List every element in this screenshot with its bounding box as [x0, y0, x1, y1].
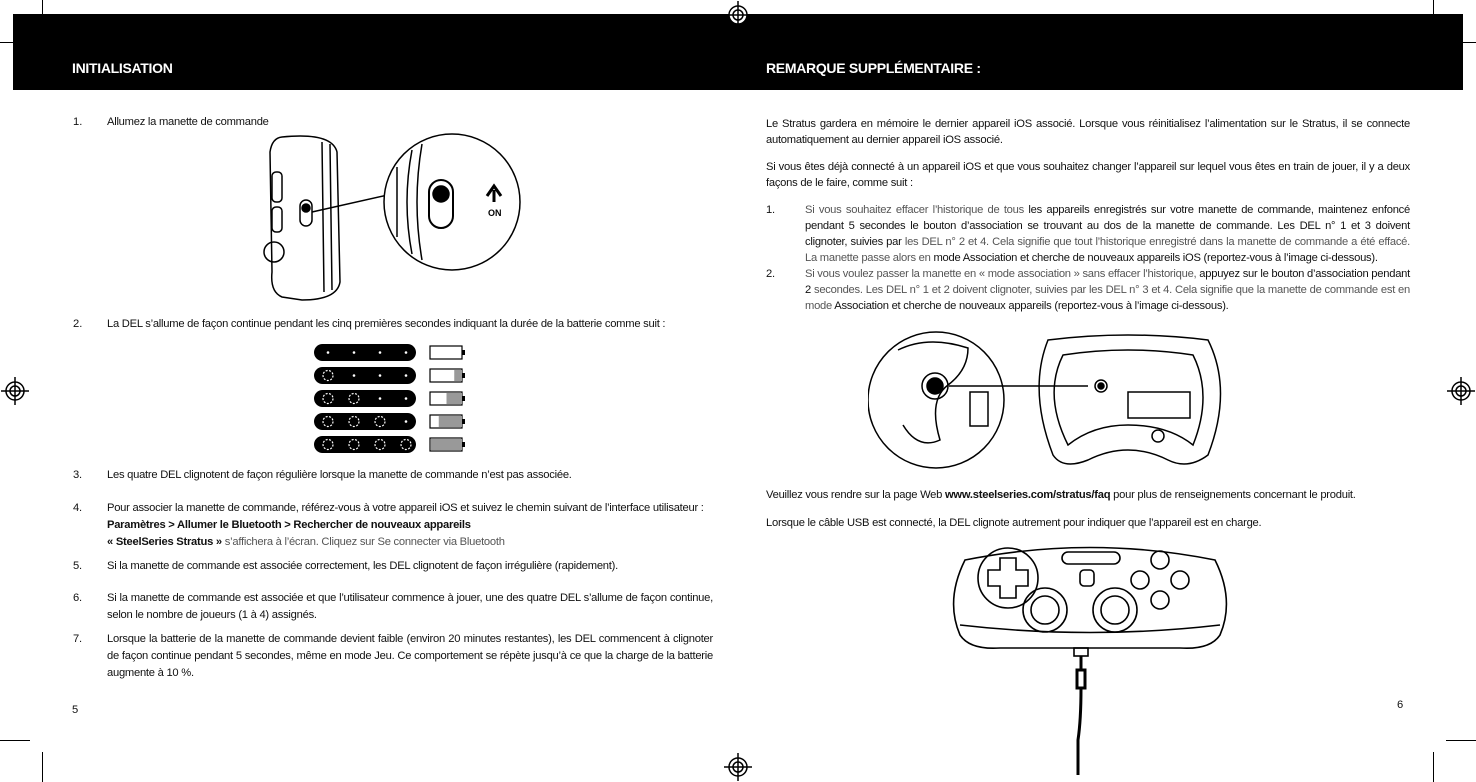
led-off-icon: [327, 351, 330, 354]
battery-led-chart: [312, 340, 482, 460]
paragraph: Le Stratus gardera en mémoire le dernier appareil iOS associé. Lorsque vous réinitialisez l’alimentation sur le Stratus, il se connecte automatiquement au dernier appareil iOS associé.: [766, 118, 1410, 146]
step-number: 7.: [73, 633, 82, 645]
led-off-icon: [379, 351, 382, 354]
led-off-icon: [379, 397, 382, 400]
controller-back-illustration: [868, 330, 1228, 475]
crop-mark: [1446, 740, 1476, 741]
page-number: 5: [72, 704, 79, 716]
web-note: Veuillez vous rendre sur la page Web www.steelseries.com/stratus/faq pour plus de renseignements concernant le produit.: [766, 489, 1356, 501]
item-number: 1.: [766, 204, 775, 216]
led-bar: [314, 390, 416, 407]
step-text: Allumez la manette de commande: [107, 116, 269, 128]
step-text: La DEL s’allume de façon continue pendant les cinq premières secondes indiquant la durée de la batterie comme suit :: [107, 318, 666, 330]
step-number: 3.: [73, 469, 82, 481]
step-text: Pour associer la manette de commande, référez-vous à votre appareil iOS et suivez le chemin suivant de l’interface utilisateur : Paramètres > Allumer le Bluetooth > Rechercher de nouveaux appareils « SteelSeries Stratus » s’affichera à l’écran. Cliquez sur Se connecter via Bluetooth: [107, 502, 704, 548]
steps-list: [73, 467, 713, 682]
step-number: 1.: [73, 116, 83, 128]
registration-target-icon: [1447, 377, 1475, 405]
item-text: Si vous voulez passer la manette en « mode association » sans effacer l’historique, appuyez sur le bouton d’association pendant 2 secondes. Les DEL n° 1 et 2 doivent clignoter, suivies par les DEL n° 3 et 4. Cela signifie que la manette de commande est en mode Association et cherche de nouveaux appareils (reportez-vous à l’image ci-dessous).: [805, 268, 1410, 312]
step: [73, 467, 713, 484]
step-text: Si la manette de commande est associée correctement, les DEL clignotent de façon irrégulière (rapidement).: [107, 560, 618, 572]
paragraph: Si vous êtes déjà connecté à un appareil iOS et que vous souhaitez changer l’appareil sur lequel vous êtes en train de jouer, il y a deux façons de le faire, comme suit :: [766, 161, 1410, 189]
battery-fill: [439, 416, 462, 427]
usb-note: Lorsque le câble USB est connecté, la DEL clignote autrement pour indiquer que l’appareil est en charge.: [766, 517, 1262, 529]
item-text: Si vous souhaitez effacer l’historique de tous les appareils enregistrés sur votre manette de commande, maintenez enfoncé pendant 5 secondes le bouton d’association se trouvant au dos de la manette de commande. Les DEL n° 1 et 3 doivent clignoter, suivies par les DEL n° 2 et 4. Cela signifie que tout l’historique enregistré dans la manette de commande a été effacé. La manette passe alors en mode Association et cherche de nouveaux appareils iOS (reportez-vous à l’image ci-dessous).: [805, 204, 1411, 264]
step: [73, 500, 713, 551]
step: [73, 558, 713, 575]
step-number: 4.: [73, 502, 82, 514]
battery-fill: [447, 393, 463, 404]
step: [73, 590, 713, 624]
crop-mark: [1433, 752, 1434, 782]
device-name: « SteelSeries Stratus »: [107, 536, 222, 548]
right-text: [766, 116, 1410, 314]
registration-target-icon: [1, 377, 29, 405]
battery-icon: [430, 346, 462, 359]
step-text: Lorsque la batterie de la manette de commande devient faible (environ 20 minutes restantes), les DEL commencent à clignoter de façon continue pendant 5 secondes, même en mode Jeu. Ce comportement se répète jusqu’à ce que la charge de la batterie augmente à 10 %.: [107, 633, 713, 679]
led-off-icon: [405, 420, 408, 423]
battery-tip: [462, 350, 465, 355]
led-bar: [314, 413, 416, 430]
right-heading: REMARQUE SUPPLÉMENTAIRE :: [766, 60, 981, 76]
crop-mark: [0, 740, 30, 741]
battery-tip: [462, 419, 465, 424]
led-off-icon: [405, 397, 408, 400]
list-item: [766, 266, 1410, 314]
led-off-icon: [405, 351, 408, 354]
crop-mark: [42, 752, 43, 782]
controller-front-illustration: [950, 540, 1230, 775]
battery-tip: [462, 396, 465, 401]
step-number: 6.: [73, 592, 82, 604]
step: [73, 631, 713, 682]
list-item: [766, 202, 1410, 266]
faq-link[interactable]: www.steelseries.com/stratus/faq: [944, 489, 1111, 501]
battery-fill: [454, 370, 462, 381]
led-off-icon: [405, 374, 408, 377]
step-text: Si la manette de commande est associée et que l’utilisateur commence à jouer, une des quatre DEL s’allume de façon continue, selon le nombre de joueurs (1 à 4) assignés.: [107, 592, 713, 621]
step-number: 5.: [73, 560, 82, 572]
step-text: Les quatre DEL clignotent de façon régulière lorsque la manette de commande n’est pas associée.: [107, 469, 572, 481]
led-off-icon: [379, 374, 382, 377]
led-off-icon: [353, 351, 356, 354]
led-bar: [314, 367, 416, 384]
page-number: 6: [1397, 699, 1404, 711]
registration-target-icon: [724, 753, 752, 781]
left-heading: INITIALISATION: [72, 60, 173, 76]
controller-side-illustration: [262, 132, 522, 302]
settings-path: Paramètres > Allumer le Bluetooth > Rechercher de nouveaux appareils: [107, 519, 471, 531]
battery-tip: [462, 373, 465, 378]
led-off-icon: [353, 374, 356, 377]
switch-on-label: ON: [488, 208, 502, 218]
item-number: 2.: [766, 268, 775, 280]
battery-tip: [462, 442, 465, 447]
battery-fill: [431, 439, 462, 450]
step-number: 2.: [73, 318, 83, 330]
header-band: [13, 14, 1463, 90]
